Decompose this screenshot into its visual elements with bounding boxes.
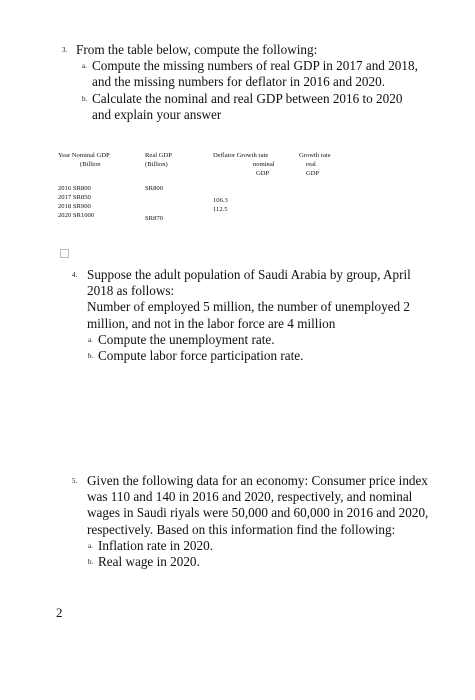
- gdp-table: [0, 0, 475, 240]
- question-3b-label: b.: [82, 94, 88, 103]
- question-4a: [88, 331, 418, 348]
- header-growth-rate: Growth rate: [299, 152, 331, 159]
- question-5b-text: Real wage in 2020.: [98, 554, 200, 570]
- question-3a-label: a.: [82, 62, 87, 71]
- checkbox[interactable]: [60, 249, 69, 258]
- header-nominal: nominal: [253, 161, 275, 168]
- row-2-year-nominal: 2017 SR850: [58, 194, 91, 201]
- question-5a-label: a.: [88, 541, 93, 550]
- row-3-deflator: 112.5: [213, 206, 228, 213]
- question-5b: [88, 554, 418, 570]
- header-deflator-growth: Deflator Growth rate: [213, 152, 269, 159]
- row-4-real: SR870: [145, 215, 163, 222]
- question-4-number: 4.: [72, 271, 78, 279]
- question-5a-text: Inflation rate in 2020.: [98, 537, 213, 553]
- question-4-body: Number of employed 5 million, the number of unemployed 2 million, and not in the labor force are 4 million: [87, 299, 411, 331]
- header-billion-1: (Billion: [80, 161, 101, 168]
- question-5: [62, 473, 437, 570]
- row-1-real: SR800: [145, 185, 163, 192]
- question-5-number: 5.: [72, 477, 78, 485]
- question-4b-label: b.: [88, 352, 94, 361]
- question-3-text: From the table below, compute the following:: [76, 42, 318, 57]
- question-4b-text: Compute labor force participation rate.: [98, 348, 304, 364]
- question-3b-text: Calculate the nominal and real GDP between 2016 to 2020 and explain your answer: [92, 90, 403, 122]
- row-3-year-nominal: 2018 SR900: [58, 203, 91, 210]
- row-4-year-nominal: 2020 SR1000: [58, 212, 95, 219]
- header-real-gdp: Real GDP: [145, 152, 172, 159]
- question-4: [62, 267, 437, 364]
- question-5a: [88, 537, 418, 554]
- question-4a-text: Compute the unemployment rate.: [98, 331, 275, 347]
- header-billion-2: (Billion): [145, 161, 168, 168]
- page-number: 2: [56, 605, 63, 620]
- question-4-text: Suppose the adult population of Saudi Arabia by group, April 2018 as follows:: [87, 267, 411, 299]
- question-4a-label: a.: [88, 335, 93, 344]
- row-2-deflator: 106.3: [213, 197, 228, 204]
- question-5-text: Given the following data for an economy: Consumer price index was 110 and 140 in 2016 and 2020, respectively, and nominal wages in Saudi riyals were 50,000 and 60,000 in 2016 and 2020, respectively. Based on this information find the following:: [87, 473, 429, 537]
- header-year-nominal: Year Nominal GDP: [58, 152, 110, 159]
- header-gdp-2: GDP: [306, 170, 320, 177]
- header-real: real: [306, 161, 316, 168]
- row-1-year-nominal: 2016 SR800: [58, 185, 91, 192]
- question-4b: [88, 348, 418, 364]
- question-3-number: 3.: [62, 46, 68, 54]
- question-3a-text: Compute the missing numbers of real GDP in 2017 and 2018, and the missing numbers for deflator in 2016 and 2020.: [92, 58, 418, 90]
- question-5b-label: b.: [88, 558, 94, 567]
- header-gdp-1: GDP: [256, 170, 270, 177]
